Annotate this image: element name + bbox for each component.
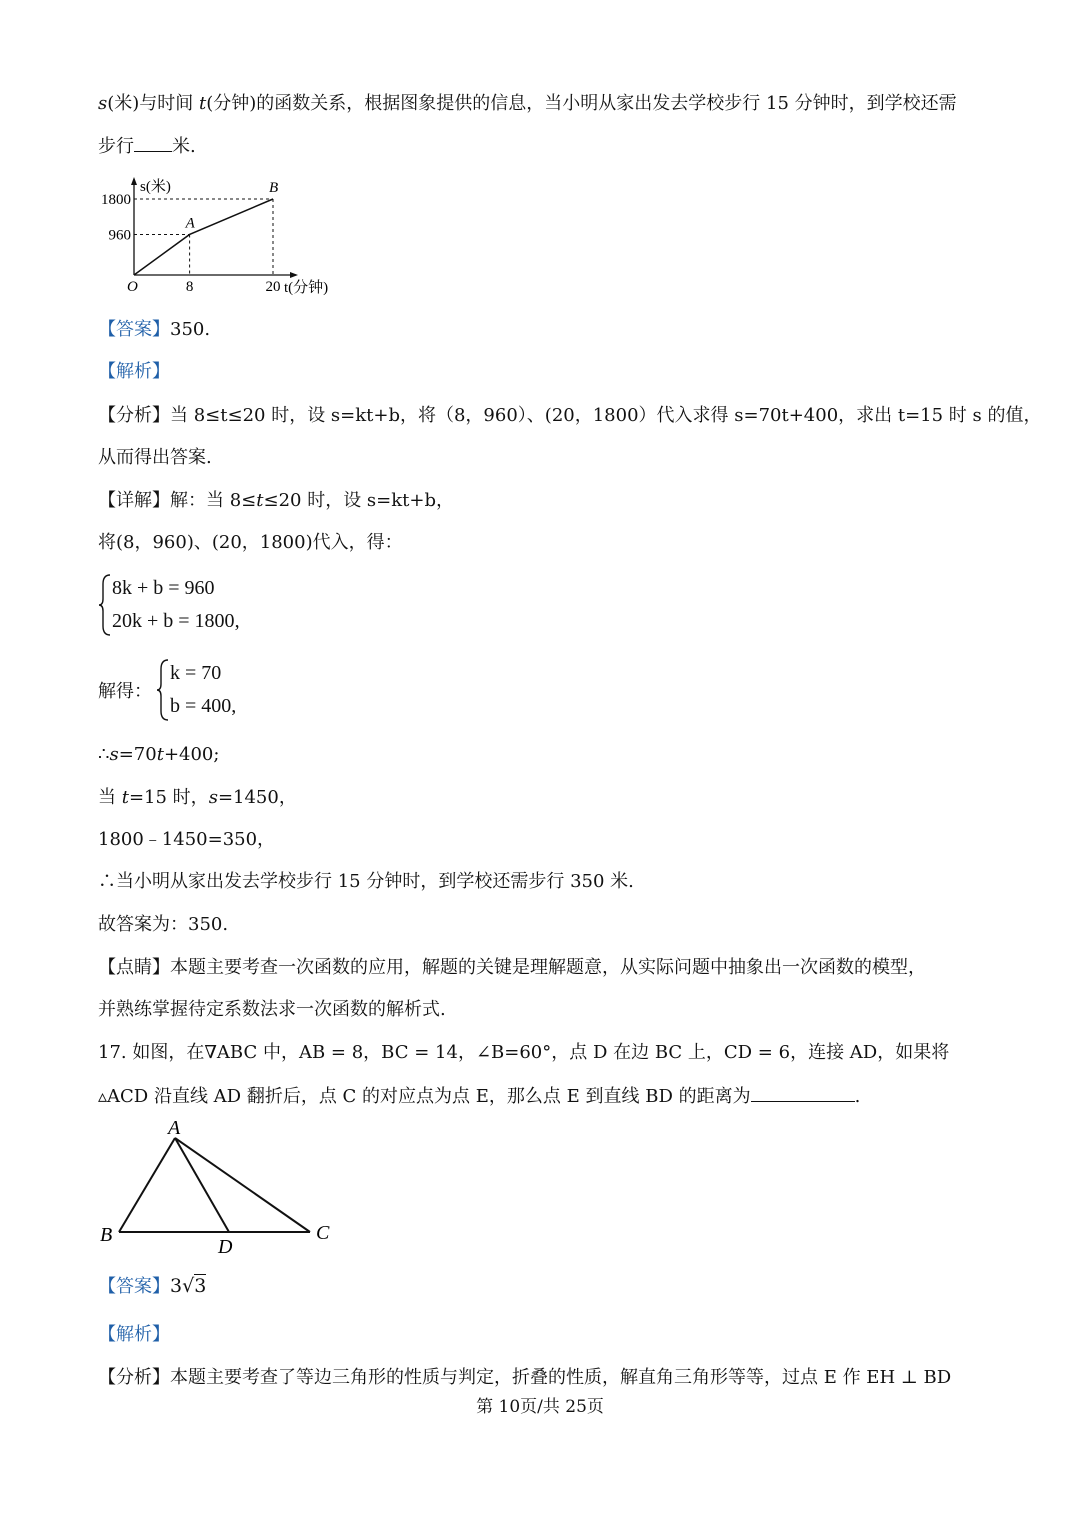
q17-stem-1: 17. 如图，在∇ABC 中，AB = 8，BC = 14，∠B=60°，点 D 在边 BC 上，CD = 6，连接 AD，如果将 — [98, 1042, 950, 1063]
q16-answer: 【答案】350. — [98, 319, 211, 340]
equation-system-1 — [112, 572, 240, 638]
var-t: t — [199, 93, 207, 114]
label-D: D — [218, 1236, 233, 1258]
chart-marks — [101, 180, 281, 295]
sqrt-symbol: √ — [182, 1275, 195, 1297]
solve-label: 解得： — [98, 681, 152, 702]
point-label-B: B — [269, 180, 279, 196]
intro-line-1: s(米)与时间 t(分钟)的函数关系，根据图象提供的信息，当小明从家出发去学校步行 15 分钟时，到学校还需 — [98, 93, 957, 114]
page-footer: 第 10页/共 25页 — [476, 1397, 604, 1417]
x-tick-label: 20 — [265, 279, 281, 295]
solution-k: k = 70 — [170, 662, 222, 684]
q16-fenxi-2: 从而得出答案. — [98, 447, 212, 468]
y-tick-label: 1800 — [101, 192, 131, 208]
result-line: ∴s=70t+400; — [98, 744, 220, 765]
q16-fenxi-1: 【分析】当 8≤t≤20 时，设 s=kt+b，将（8，960）、(20，1800）代入求得 s=70t+400，求出 t=15 时 s 的值， — [98, 405, 1042, 426]
series-line — [134, 199, 273, 275]
brace-1 — [98, 574, 112, 636]
calc-line: 1800﹣1450=350， — [98, 829, 276, 850]
equation-1: 8k + b = 960 — [112, 577, 215, 599]
x-axis-label: t(分钟) — [284, 280, 329, 296]
y-axis-arrow — [131, 177, 137, 185]
q17-answer-blank — [751, 1083, 855, 1102]
x-axis-arrow — [290, 272, 298, 278]
x-tick-label: 8 — [185, 279, 194, 295]
q16-substitute: 将(8，960)、(20，1800)代入，得： — [98, 532, 403, 553]
q17-jiexi: 【解析】 — [98, 1324, 170, 1345]
q17-stem-2: ▵ACD 沿直线 AD 翻折后，点 C 的对应点为点 E，那么点 E 到直线 BD 的距离为 . — [98, 1083, 860, 1110]
label-B: B — [100, 1224, 113, 1246]
var-s: s — [98, 93, 108, 114]
segment-AC — [175, 1138, 310, 1232]
dianjing-1: 【点睛】本题主要考查一次函数的应用，解题的关键是理解题意，从实际问题中抽象出一次函数的模型， — [98, 957, 926, 978]
point-label-A: A — [185, 215, 195, 232]
label-C: C — [316, 1222, 330, 1244]
therefore-line: ∴当小明从家出发去学校步行 15 分钟时，到学校还需步行 350 米. — [98, 871, 634, 892]
answer-blank — [134, 133, 172, 152]
origin-label: O — [127, 279, 138, 295]
segment-AD — [175, 1138, 229, 1232]
q16-xiangjie: 【详解】解：当 8≤t≤20 时，设 s=kt+b， — [98, 490, 454, 511]
equation-2: 20k + b = 1800, — [112, 610, 240, 632]
label-A: A — [168, 1117, 181, 1139]
dianjing-2: 并熟练掌握待定系数法求一次函数的解析式. — [98, 999, 446, 1020]
answer-tag: 【答案】 — [98, 319, 170, 340]
segment-AB — [119, 1138, 175, 1232]
q16-jiexi: 【解析】 — [98, 361, 170, 382]
fenxi-tag: 【分析】 — [98, 405, 170, 426]
intro-line-2: 步行 米. — [98, 133, 196, 160]
distance-time-graph — [92, 175, 352, 300]
q17-fenxi: 【分析】本题主要考查了等边三角形的性质与判定，折叠的性质，解直角三角形等等，过点 E 作 EH ⊥ BD — [98, 1367, 952, 1388]
y-tick-label: 960 — [108, 227, 131, 244]
brace-2 — [156, 659, 170, 721]
chart-axes — [127, 177, 328, 296]
solution-b: b = 400, — [170, 695, 237, 717]
q17-answer: 【答案】3√3 — [98, 1275, 207, 1297]
solution-system — [170, 657, 236, 723]
triangle-figure — [96, 1115, 346, 1260]
y-axis-label: s(米) — [140, 179, 171, 195]
final-line: 故答案为：350. — [98, 914, 229, 935]
when-line: 当 t=15 时，s=1450， — [98, 787, 297, 808]
